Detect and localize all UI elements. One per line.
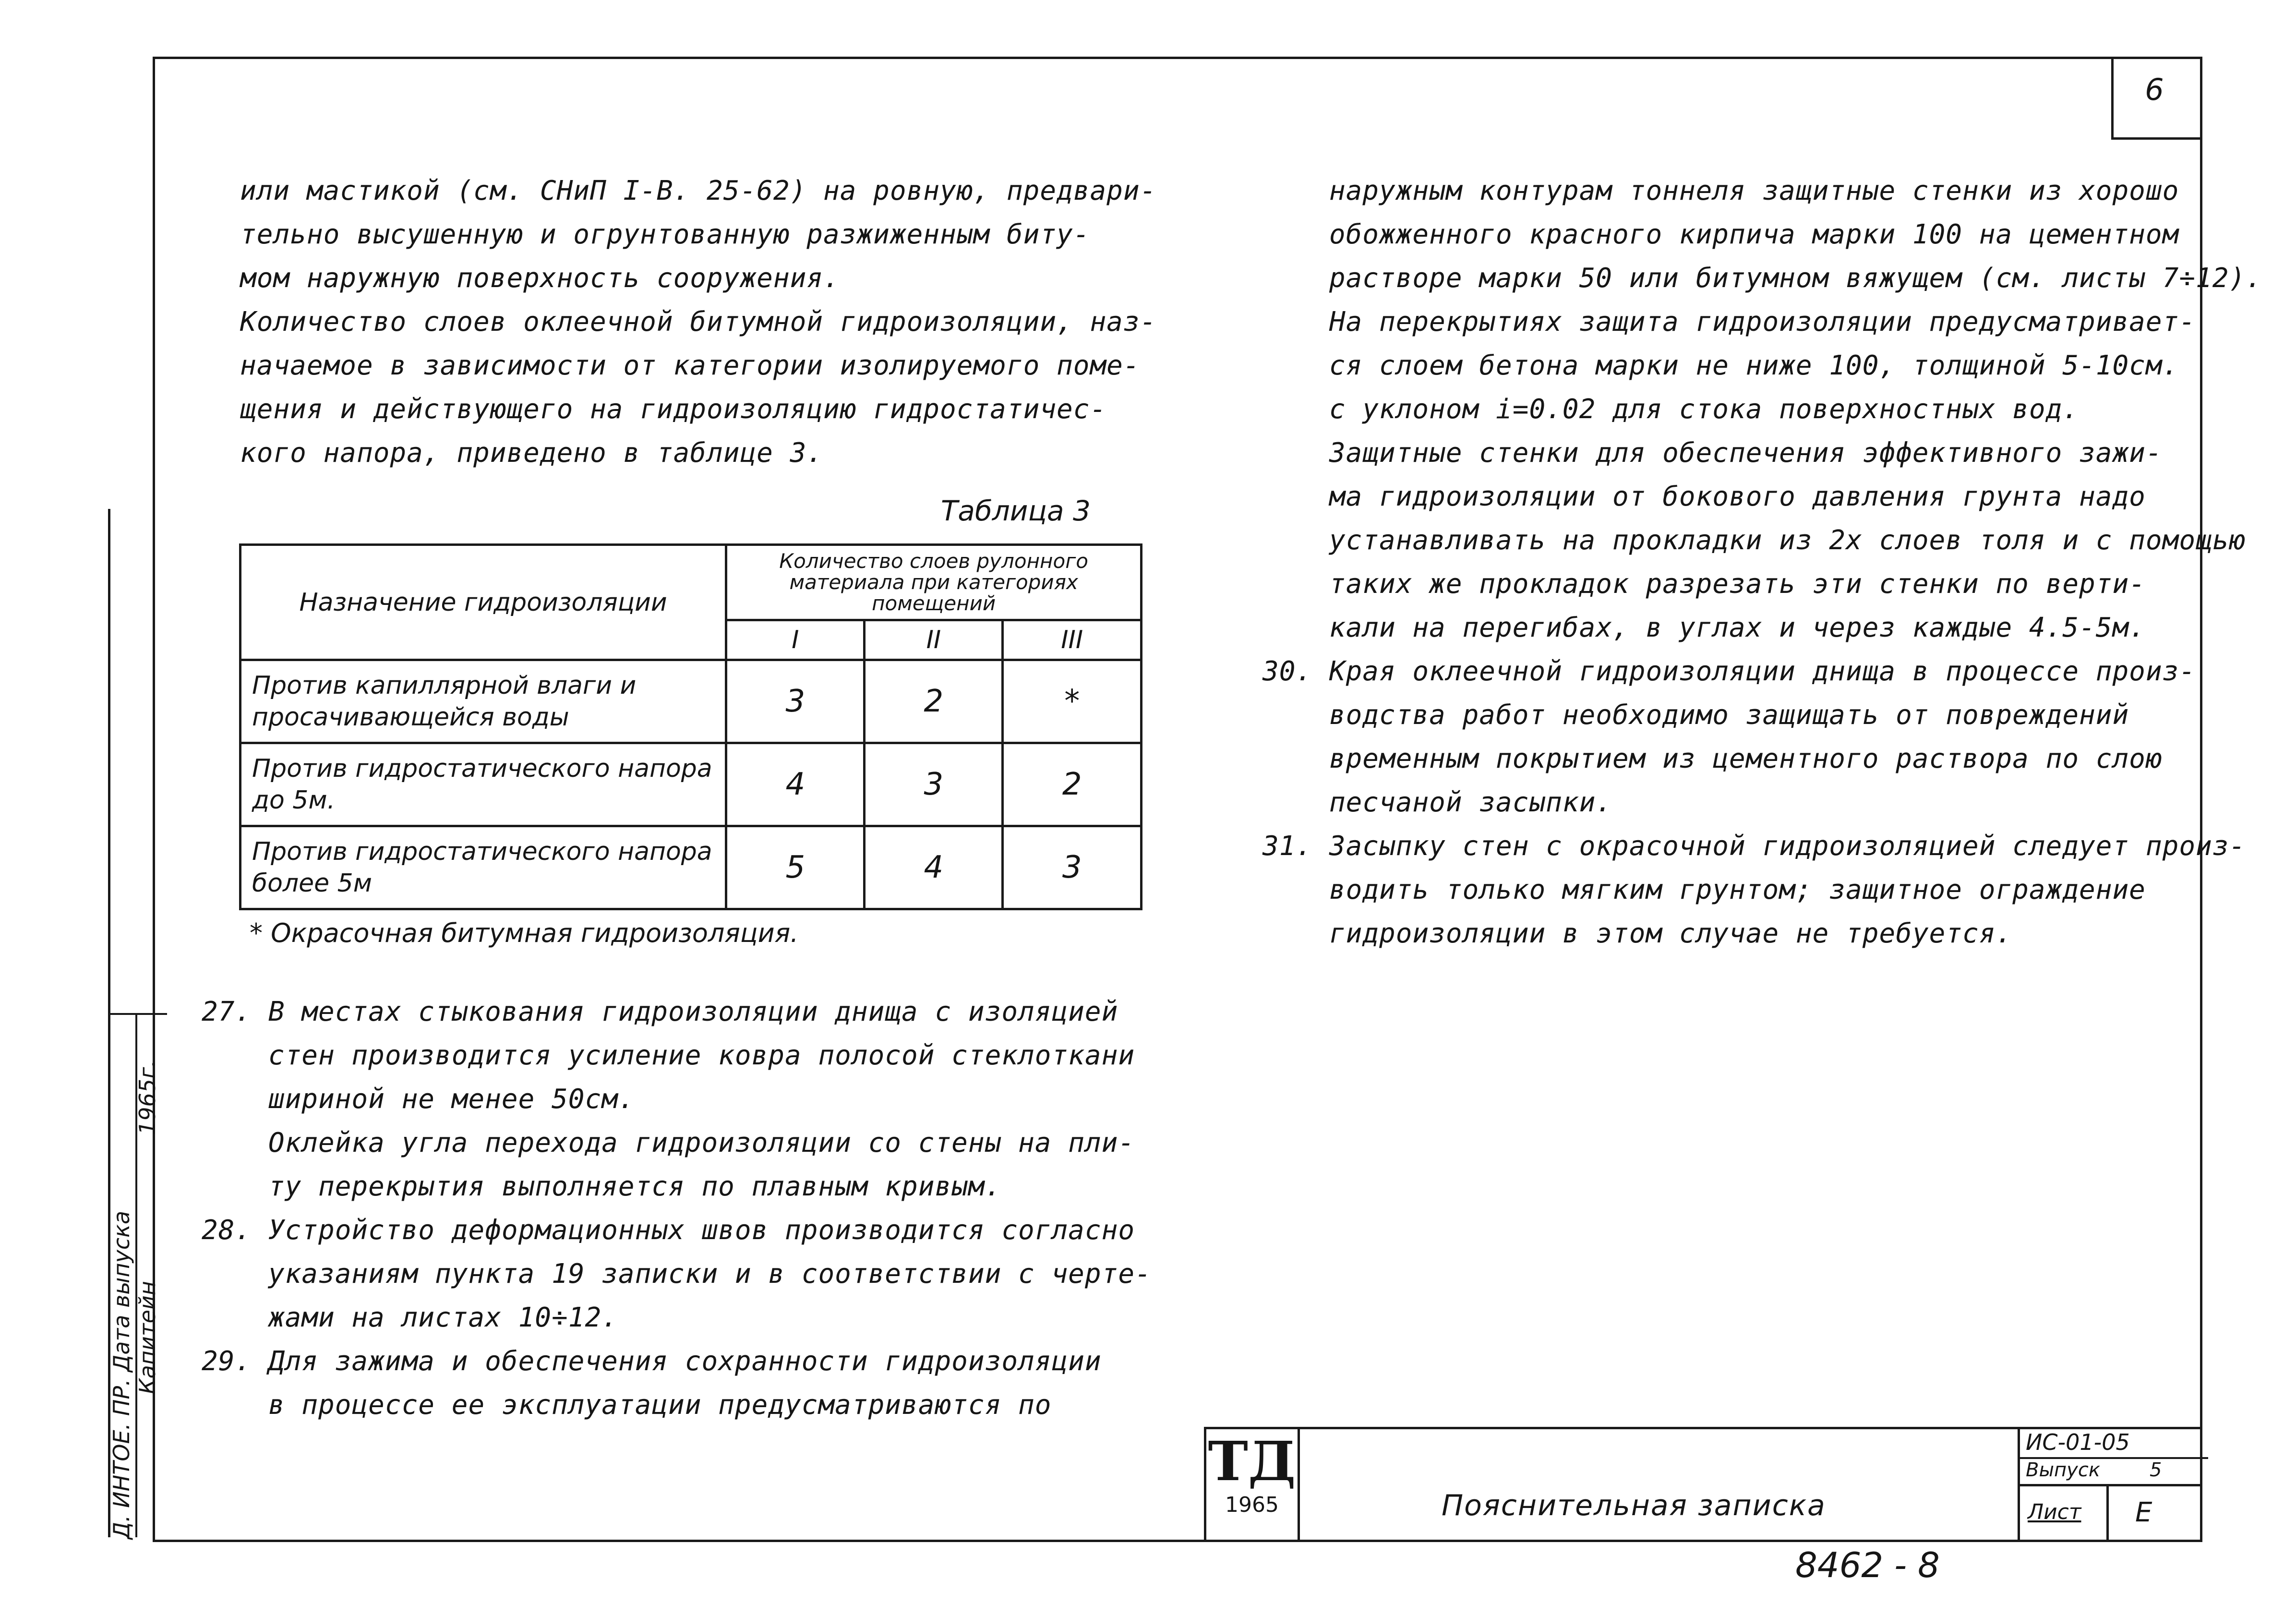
table-row	[240, 743, 1142, 826]
row-value: *	[1003, 660, 1142, 743]
approval-year: 1965г.	[134, 1060, 160, 1135]
sheet-number: 6	[2145, 72, 2164, 107]
row-value: 5	[726, 826, 865, 909]
row-label: Против гидростатического напора более 5м	[240, 826, 726, 909]
header-purpose: Назначение гидроизоляции	[240, 545, 726, 660]
title-block	[1204, 1427, 2200, 1540]
row-value: 3	[865, 743, 1003, 826]
table-row	[240, 826, 1142, 909]
document-code: ИС-01-05	[2018, 1429, 2208, 1457]
logo-mark: ТД	[1208, 1430, 1296, 1493]
approver-name: Капитейн	[134, 1281, 160, 1394]
table-caption: Таблица 3	[941, 494, 1091, 527]
sheet-value: Е	[2135, 1497, 2152, 1528]
table-row	[240, 660, 1142, 743]
row-value: 3	[1003, 826, 1142, 909]
left-column-text: или мастикой (см. СНиП I-В. 25-62) на ровную, предвари- тельно высушенную и огрунтованную разжиженным биту- мом наружную поверхность сооружения. Количество слоев оклеечной битумной гидроизоляции, наз- начаемое в зависимости от категории изолируемого поме- щения и действующего на гидроизоляцию гидростатичес- кого напора, приведено в таблице 3.	[240, 175, 1157, 469]
issue-cell	[2018, 1457, 2208, 1486]
row-value: 2	[1003, 743, 1142, 826]
table-footnote: * Окрасочная битумная гидроизоляция.	[250, 918, 799, 948]
release-label: Д. ИНТОЕ. ПР. Дата выпуска	[108, 1210, 134, 1539]
category-2: II	[865, 620, 1003, 660]
approval-sidebar	[108, 509, 167, 1537]
issue-value: 5	[2150, 1459, 2162, 1481]
category-3: III	[1003, 620, 1142, 660]
document-title: Пояснительная записка	[1442, 1489, 1826, 1522]
row-value: 2	[865, 660, 1003, 743]
sheet-cell-divider	[2106, 1486, 2109, 1542]
logo-year: 1965	[1225, 1493, 1279, 1517]
table-3	[239, 543, 1142, 910]
header-quantity: Количество слоев рулонного материала при категориях помещений	[726, 545, 1142, 620]
row-value: 3	[726, 660, 865, 743]
row-value: 4	[865, 826, 1003, 909]
sidebar-divider	[110, 1013, 167, 1015]
row-label: Против гидростатического напора до 5м.	[240, 743, 726, 826]
left-items-text: 27. В местах стыкования гидроизоляции днища с изоляцией стен производится усиление ковра полосой стеклоткани шириной не менее 50см. Оклейка угла перехода гидроизоляции со стены на пли- ту перекрытия выполняется по плавным кривым. 28. Устройство деформационных швов производится согласно указаниям пункта 19 записки и в соответствии с черте- жами на листах 10÷12. 29. Для зажима и обеспечения сохранности гидроизоляции в процессе ее эксплуатации предусматриваются по	[202, 996, 1152, 1421]
row-label: Против капиллярной влаги и просачивающейся воды	[240, 660, 726, 743]
right-column-text: наружным контурам тоннеля защитные стенки из хорошо обожженного красного кирпича марки 100 на цементном растворе марки 50 или битумном вяжущем (см. листы 7÷12). На перекрытиях защита гидроизоляции предусматривает- ся слоем бетона марки не ниже 100, толщиной 5-10см. с уклоном i=0.02 для стока поверхностных вод. Защитные стенки для обеспечения эффективного зажи- ма гидроизоляции от бокового давления грунта надо устанавливать на прокладки из 2х слоев толя и с помощью таких же прокладок разрезать эти стенки по верти- кали на перегибах, в углах и через каждые 4.5-5м. 30. Края оклеечной гидроизоляции днища в процессе произ- водства работ необходимо защищать от повреждений временным покрытием из цементного раствора по слою песчаной засыпки. 31. Засыпку стен с окрасочной гидроизоляцией следует произ- водить только мягким грунтом; защитное ограждение гидроизоляции в этом случае не требуется.	[1262, 175, 2262, 949]
publisher-logo	[1206, 1429, 1300, 1540]
sheet-label: Лист	[2028, 1500, 2081, 1524]
row-value: 4	[726, 743, 865, 826]
inventory-number: 8462 - 8	[1795, 1545, 1940, 1585]
sheet-cell	[2018, 1484, 2202, 1542]
category-1: I	[726, 620, 865, 660]
issue-label: Выпуск	[2026, 1459, 2100, 1481]
